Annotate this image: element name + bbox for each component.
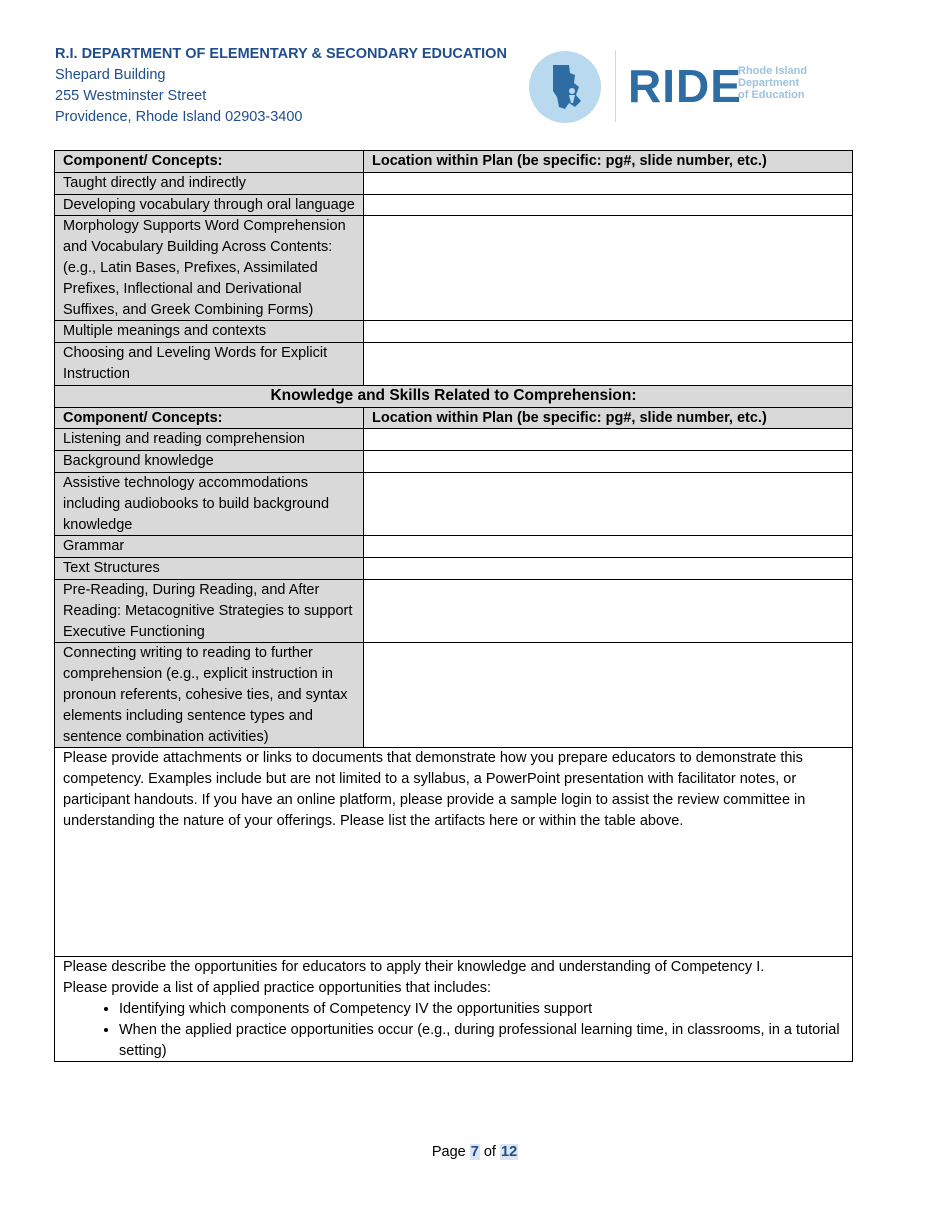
ride-subtitle-line-3: of Education [738, 89, 805, 101]
section-title: Knowledge and Skills Related to Comprehension: [55, 385, 853, 407]
page-footer [0, 1144, 950, 1160]
component-cell: Text Structures [55, 558, 364, 580]
table-header-row [55, 407, 853, 429]
bullet-item: • Identifying which components of Competency IV the opportunities support [119, 999, 844, 1020]
table-row [55, 172, 853, 194]
bullet-item: • When the applied practice opportunities occur (e.g., during professional learning time, in classrooms, in a tutorial setting) [119, 1020, 844, 1062]
table-row [55, 451, 853, 473]
location-input-cell[interactable] [364, 579, 853, 642]
opportunities-cell[interactable] [55, 957, 853, 1062]
col-header-component: Component/ Concepts: [55, 407, 364, 429]
attachments-row [55, 748, 853, 957]
total-page-number: 12 [501, 1144, 518, 1160]
footer-of: of [479, 1144, 500, 1160]
col-header-location: Location within Plan (be specific: pg#, slide number, etc.) [364, 151, 853, 173]
table-row [55, 472, 853, 535]
table-row [55, 558, 853, 580]
table-row [55, 343, 853, 386]
attachments-cell[interactable] [55, 748, 853, 957]
logo-divider [615, 50, 616, 122]
component-cell: Grammar [55, 536, 364, 558]
location-input-cell[interactable] [364, 194, 853, 216]
location-input-cell[interactable] [364, 451, 853, 473]
component-cell: Choosing and Leveling Words for Explicit Instruction [55, 343, 364, 386]
org-name: R.I. DEPARTMENT OF ELEMENTARY & SECONDARY EDUCATION [55, 46, 507, 62]
current-page-number: 7 [470, 1144, 479, 1160]
table-row [55, 643, 853, 748]
location-input-cell[interactable] [364, 429, 853, 451]
table-row [55, 321, 853, 343]
ride-subtitle [738, 65, 807, 101]
location-input-cell[interactable] [364, 558, 853, 580]
table-header-row [55, 151, 853, 173]
table-row [55, 194, 853, 216]
location-input-cell[interactable] [364, 216, 853, 321]
opportunities-bullet-list [63, 999, 844, 1061]
component-cell: Taught directly and indirectly [55, 172, 364, 194]
opportunities-instructions-1: Please describe the opportunities for educators to apply their knowledge and understanding of Competency I. [63, 959, 765, 976]
footer-prefix: Page [431, 1144, 470, 1160]
ride-logo [529, 50, 829, 124]
building-name: Shepard Building [55, 67, 166, 83]
location-input-cell[interactable] [364, 343, 853, 386]
street-address: 255 Westminster Street [55, 88, 207, 104]
table-row [55, 216, 853, 321]
letterhead [55, 44, 507, 128]
ride-subtitle-line-2: Department [738, 77, 800, 89]
component-cell: Listening and reading comprehension [55, 429, 364, 451]
component-cell: Connecting writing to reading to further comprehension (e.g., explicit instruction in pronoun referents, cohesive ties, and syntax elements including sentence types and sentence combination activities) [55, 643, 364, 748]
opportunities-row [55, 957, 853, 1062]
table-row [55, 536, 853, 558]
competency-table [54, 150, 853, 1062]
section-row [55, 385, 853, 407]
component-cell: Developing vocabulary through oral language [55, 194, 364, 216]
location-input-cell[interactable] [364, 536, 853, 558]
location-input-cell[interactable] [364, 172, 853, 194]
table-row [55, 429, 853, 451]
location-input-cell[interactable] [364, 321, 853, 343]
attachments-instructions: Please provide attachments or links to documents that demonstrate how you prepare educators to demonstrate this competency. Examples include but are not limited to a syllabus, a PowerPoint presentation with facilitator notes, or participant handouts. If you have an online platform, please provide a sample login to assist the review committee in understanding the nature of your offerings. Please list the artifacts here or within the table above. [63, 750, 806, 829]
col-header-component: Component/ Concepts: [55, 151, 364, 173]
location-input-cell[interactable] [364, 472, 853, 535]
city-address: Providence, Rhode Island 02903-3400 [55, 109, 303, 125]
opportunities-instructions-2: Please provide a list of applied practice opportunities that includes: [63, 980, 492, 997]
col-header-location: Location within Plan (be specific: pg#, slide number, etc.) [364, 407, 853, 429]
ride-subtitle-line-1: Rhode Island [738, 65, 808, 77]
component-cell: Background knowledge [55, 451, 364, 473]
component-cell: Morphology Supports Word Comprehension and Vocabulary Building Across Contents: (e.g., Latin Bases, Prefixes, Assimilated Prefixes, Inflectional and Derivational Suffixes, and Greek Combining Forms) [55, 216, 364, 321]
location-input-cell[interactable] [364, 643, 853, 748]
table-row [55, 579, 853, 642]
component-cell: Multiple meanings and contexts [55, 321, 364, 343]
component-cell: Pre-Reading, During Reading, and After Reading: Metacognitive Strategies to support Executive Functioning [55, 579, 364, 642]
component-cell: Assistive technology accommodations including audiobooks to build background knowledge [55, 472, 364, 535]
ride-wordmark: RIDE [628, 60, 742, 112]
rhode-island-state-icon [529, 51, 601, 123]
